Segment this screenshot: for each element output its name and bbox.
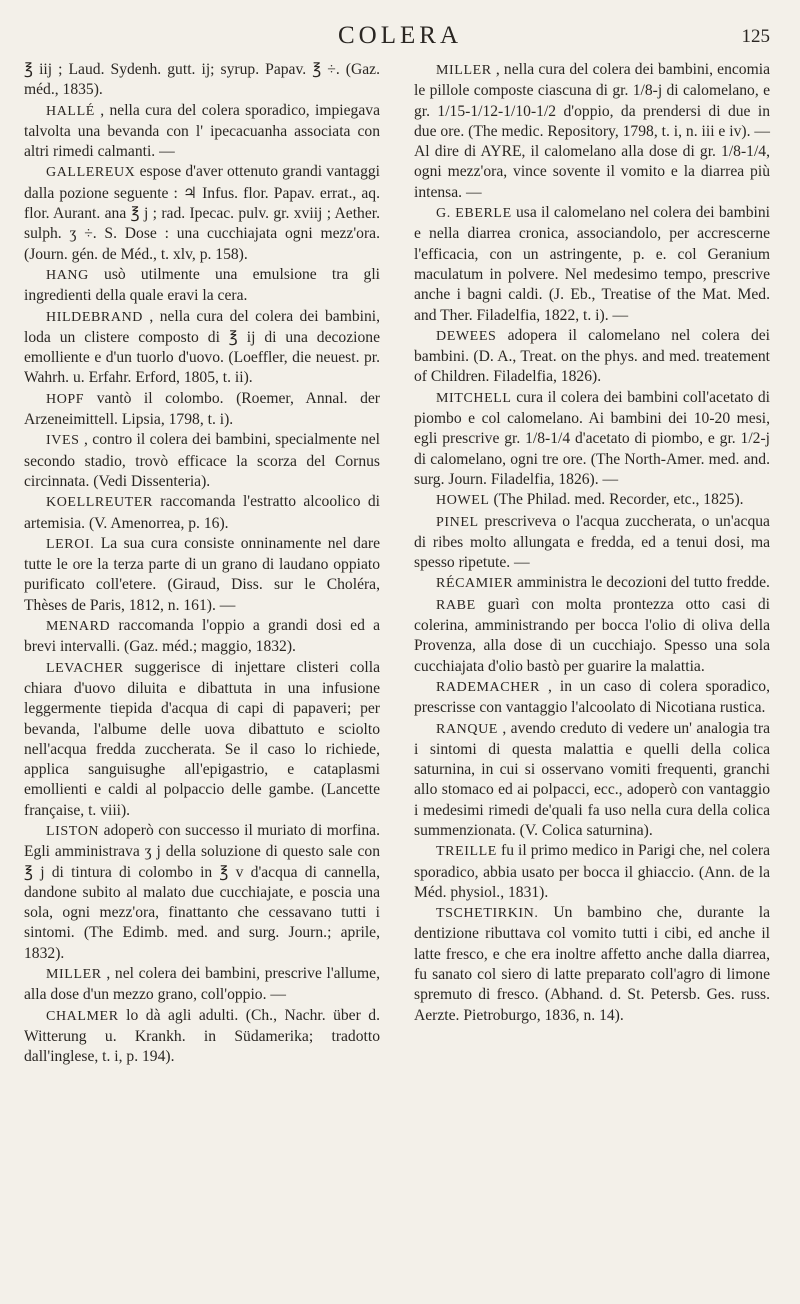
entry-text: prescriveva o l'acqua zuccherata, o un'acqua di ribes molto allungata e fredda, ed a tenui dosi, ma spesso ripetute. — <box>414 512 770 572</box>
text-entry <box>24 821 380 964</box>
entry-text: vantò il colombo. (Roemer, Annal. der Arzeneimittell. Lipsia, 1798, t. i). <box>24 389 380 429</box>
author-name: IVES <box>46 433 80 449</box>
text-entry <box>24 60 380 101</box>
author-name: HANG <box>46 267 89 283</box>
entry-text: amministra le decozioni del tutto fredde. <box>517 574 770 592</box>
author-name: PINEL <box>436 514 479 530</box>
entry-text: fu il primo medico in Parigi che, nel colera sporadico, abbia usato per bocca il ghiaccio. (Ann. de la Méd. physiol., 1831). <box>414 842 770 901</box>
text-entry <box>24 389 380 431</box>
author-name: RADEMACHER <box>436 679 541 695</box>
author-name: HALLÉ <box>46 103 95 119</box>
entry-text: usa il calomelano nel colera dei bambini e nella diarrea cronica, associandolo, per accrescerne l'efficacia, con un astringente, p. e. col Geranium maculatum in polvere. Nel medesimo tempo, prescrive anche i bagni caldi. (J. Eb., Treatise of the Mat. Med. and Ther. Filadelfia, 1822, t. i). — <box>414 204 770 324</box>
entry-text: suggerisce di injettare clisteri colla chiara d'uovo diluita e dibattuta in una infusione leggermente tiepida d'acqua di capi di papaveri; per bevanda, l'albume delle uova dibattuto e sciolto nell'acqua fredda zuccherata. Se il caso lo richiede, applica sanguisughe all'epigastrio, e cataplasmi emollienti e caldi al polpaccio delle gambe. (Lancette française, t. viii). <box>24 658 380 819</box>
entry-text: , nel colera dei bambini, prescrive l'allume, alla dose d'un mezzo grano, coll'oppio. — <box>24 965 380 1004</box>
text-entry <box>414 677 770 719</box>
text-entry <box>414 903 770 1026</box>
author-name: MENARD <box>46 619 111 635</box>
entry-text: , nella cura del colera sporadico, impiegava talvolta una bevanda con l' ipecacuanha associata con altri rimedi calmanti. — <box>24 101 380 161</box>
entry-text: cura il colera dei bambini coll'acetato di piombo e col calomelano. Ai bambini dei 10-20 mesi, egli prescrive gr. 1/8-1/4 d'acetato di piombo, e gr. 1/2-j di calomelano, ogni tre ore. (The North-Amer. med. and. surg. Journ. Filadelfia, 1826). — <box>414 388 770 488</box>
text-entry <box>414 841 770 903</box>
author-name: RABE <box>436 597 476 613</box>
text-entry <box>414 512 770 574</box>
entry-text: guarì con molta prontezza otto casi di colerina, amministrando per bocca l'olio di oliva della Provenza, alla dose di un cucchiajo. Spesso una sola cucchiajata d'olio bastò per guarire la malattia. <box>414 595 770 675</box>
text-entry <box>414 595 770 677</box>
text-entry <box>414 60 770 203</box>
page-number: 125 <box>741 26 770 47</box>
entry-text: , avendo creduto di vedere un' analogia tra i sintomi di questa malattia e quelli della colica saturnina, in cui si osservano vomiti frequenti, granchi allo stomaco ed ai polpacci, ecc., adoperò con vantaggio i medesimi rimedi de'quali fa uso nella cura della colica summenzionata. (V. Colica saturnina). <box>414 719 771 839</box>
entry-text: (The Philad. med. Recorder, etc., 1825). <box>493 491 744 509</box>
entry-text: adopera il calomelano nel colera dei bambini. (D. A., Treat. on the phys. and med. treatement of Children. Filadelfia, 1826). <box>414 326 770 386</box>
entry-text: raccomanda l'oppio a grandi dosi ed a brevi intervalli. (Gaz. méd.; maggio, 1832). <box>24 617 381 656</box>
entry-text: usò utilmente una emulsione tra gli ingredienti della quale eravi la cera. <box>24 265 380 305</box>
author-name: HILDEBRAND <box>46 309 143 325</box>
text-entry <box>24 658 380 821</box>
entry-text: , contro il colera dei bambini, specialmente nel secondo stadio, trovò efficace la scorza del Cornus circinnata. (Vedi Dissenteria). <box>24 431 380 490</box>
text-entry <box>414 573 770 594</box>
text-entry <box>24 430 380 492</box>
text-entry <box>24 1006 380 1068</box>
text-entry <box>24 265 380 307</box>
entry-text: adoperò con successo il muriato di morfina. Egli amministrava ʒ j della soluzione di questo sale con ℥ j di tintura di colombo in ℥ v d'acqua di cannella, dandone subito al malato due cucchiajate, e poscia una sola, ogni mezz'ora, finattanto che cessavano tutti i sintomi. (The Edimb. med. and surg. Journ.; aprile, 1832). <box>24 821 380 962</box>
author-name: TREILLE <box>436 844 497 860</box>
entry-text: espose d'aver ottenuto grandi vantaggi dalla pozione seguente : ♃ Infus. flor. Papav. errat., aq. flor. Aurant. ana ℥ j ; rad. Ipecac. pulv. gr. xviij ; Aether. sulph. ʒ ÷. S. Dose : una cucchiajata ogni mezz'ora. (Journ. gén. de Méd., t. xlv, p. 158). <box>24 163 381 263</box>
text-entry <box>24 162 380 264</box>
text-entry <box>414 203 770 326</box>
author-name: MILLER <box>46 967 102 983</box>
author-name: MITCHELL <box>436 390 512 406</box>
entry-text: , nella cura del colera dei bambini, encomia le pillole composte ciascuna di gr. 1/8-j di calomelano, e gr. 1/15-1/12-1/10-1/2 d'oppio, da prendersi di due in due ore. (The medic. Repository, 1798, t. i, n. iii e iv). — Al dire di AYRE, il calomelano alla dose di gr. 1/8-1/4, ogni mezz'ora, vince sovente il vomito e la diarrea più intensa. — <box>414 61 770 201</box>
entry-text: Un bambino che, durante la dentizione ributtava col vomito tutti i cibi, ed anche il latte fresco, e che era inoltre affetto anche dalla diarrea, fu sanato col siero di latte preparato coll'agro di limone spremuto di fresco. (Abhand. d. St. Petersb. Ges. russ. Aerzte. Pietroburgo, 1836, n. 14). <box>414 904 770 1024</box>
author-name: CHALMER <box>46 1008 119 1024</box>
text-entry <box>414 490 770 511</box>
text-entry <box>24 307 380 389</box>
entry-text: , in un caso di colera sporadico, prescrisse con vantaggio l'alcoolato di Nicotiana rustica. <box>414 677 770 717</box>
entry-text: La sua cura consiste onninamente nel dare tutte le ore la terza parte di un grano di laudano oppiato purificato coll'etere. (Giraud, Diss. sur le Choléra, Thèses de Paris, 1812, n. 161). — <box>24 534 380 614</box>
text-entry <box>414 719 770 842</box>
author-name: KOELLREUTER <box>46 495 153 511</box>
entry-text: raccomanda l'estratto alcoolico di artemisia. (V. Amenorrea, p. 16). <box>24 493 380 532</box>
text-entry <box>24 964 380 1006</box>
right-column <box>414 60 770 1026</box>
left-column <box>24 60 380 1068</box>
text-entry <box>24 492 380 534</box>
author-name: TSCHETIRKIN. <box>436 906 539 922</box>
text-entry <box>24 616 380 658</box>
text-entry <box>414 388 770 490</box>
author-name: LISTON <box>46 823 100 839</box>
running-head <box>0 22 800 56</box>
entry-text: lo dà agli adulti. (Ch., Nachr. über d. Witterung u. Krankh. in Südamerika; tradotto dall'inglese, t. i, p. 194). <box>24 1006 380 1066</box>
author-name: DEWEES <box>436 328 497 344</box>
text-entry <box>414 326 770 388</box>
author-name: G. EBERLE <box>436 206 512 222</box>
author-name: HOPF <box>46 391 85 407</box>
author-name: LEVACHER <box>46 660 124 676</box>
page-title: COLERA <box>338 22 462 49</box>
text-entry <box>24 101 380 163</box>
text-entry <box>24 534 380 616</box>
author-name: RANQUE <box>436 721 498 737</box>
author-name: HOWEL <box>436 493 490 509</box>
author-name: LEROI. <box>46 536 95 552</box>
author-name: RÉCAMIER <box>436 576 514 592</box>
author-name: MILLER <box>436 63 492 78</box>
entry-text: , nella cura del colera dei bambini, loda un clistere composto di ℥ ij di una decozione emolliente e d'un tuorlo d'uovo. (Loeffler, die neuest. pr. Wahrh. u. Erfahr. Erford, 1805, t. ii). <box>24 307 380 387</box>
author-name: GALLEREUX <box>46 165 136 181</box>
entry-text: ℥ iij ; Laud. Sydenh. gutt. ij; syrup. Papav. ℥ ÷. (Gaz. méd., 1835). <box>24 61 380 99</box>
